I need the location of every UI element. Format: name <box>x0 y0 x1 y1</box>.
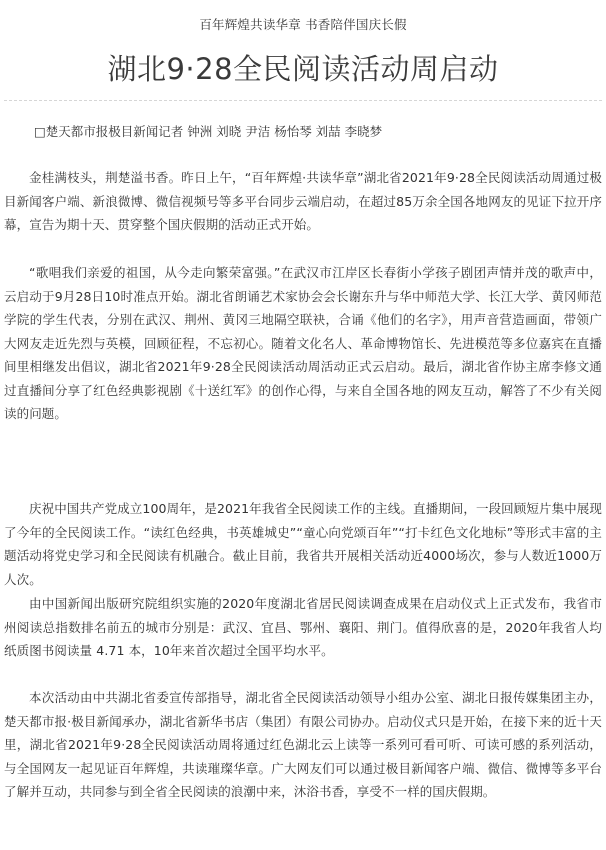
paragraph-2: “歌唱我们亲爱的祖国，从今走向繁荣富强。”在武汉市江岸区长春街小学孩子剧团声情并茂的歌声中，云启动于9月28日10时准点开始。湖北省朗诵艺术家协会会长谢东升与华中师范大学、长江大学、黄冈师范学院的学生代表，分别在武汉、荆州、黄冈三地隔空联袂，合诵《他们的名字》，用声音营造画面，带领广大网友走近先烈与英模，回顾征程，不忘初心。随着文化名人、革命博物馆长、先进模范等多位嘉宾在直播间里相继发出倡议，湖北省2021年9·28全民阅读活动周活动正式云启动。最后，湖北省作协主席李修文通过直播间分享了红色经典影视剧《十送红军》的创作心得，与来自全国各地的网友互动，解答了不少有关阅读的问题。 <box>4 265 602 421</box>
title-divider <box>4 100 602 101</box>
paragraph-4: 由中国新闻出版研究院组织实施的2020年度湖北省居民阅读调查成果在启动仪式上正式发布，我省市州阅读总指数排名前五的城市分别是：武汉、宜昌、鄂州、襄阳、荆门。值得欣喜的是，2020年我省人均纸质图书阅读量 4.71 本，10年来首次超过全国平均水平。 <box>4 596 602 658</box>
article-byline: □楚天都市报极目新闻记者 钟洲 刘晓 尹洁 杨怡琴 刘喆 李晓梦 <box>34 124 383 139</box>
paragraph-1: 金桂满枝头，荆楚溢书香。昨日上午，“百年辉煌·共读华章”湖北省2021年9·28全民阅读活动周通过极目新闻客户端、新浪微博、微信视频号等多平台同步云端启动，在超过85万余全国各地网友的见证下拉开序幕，宣告为期十天、贯穿整个国庆假期的活动正式开始。 <box>4 170 602 232</box>
article-subtitle: 百年辉煌共读华章 书香陪伴国庆长假 <box>199 17 407 32</box>
paragraph-3: 庆祝中国共产党成立100周年，是2021年我省全民阅读工作的主线。直播期间，一段回顾短片集中展现了今年的全民阅读工作。“读红色经典，书英雄城史”“童心向党颂百年”“打卡红色文化地标”等形式丰富的主题活动将党史学习和全民阅读有机融合。截止目前，我省共开展相关活动近4000场次，参与人数近1000万人次。 <box>4 501 602 587</box>
paragraph-5: 本次活动由中共湖北省委宣传部指导，湖北省全民阅读活动领导小组办公室、湖北日报传媒集团主办，楚天都市报·极目新闻承办，湖北省新华书店（集团）有限公司协办。启动仪式只是开始，在接下来的近十天里，湖北省2021年9·28全民阅读活动周将通过红色湖北云上读等一系列可看可听、可读可感的系列活动，与全国网友一起见证百年辉煌，共读璀璨华章。广大网友们可以通过极目新闻客户端、微信、微博等多平台了解并互动，共同参与到全省全民阅读的浪潮中来，沐浴书香，享受不一样的国庆假期。 <box>4 690 602 799</box>
article-title: 湖北9·28全民阅读活动周启动 <box>107 52 499 86</box>
